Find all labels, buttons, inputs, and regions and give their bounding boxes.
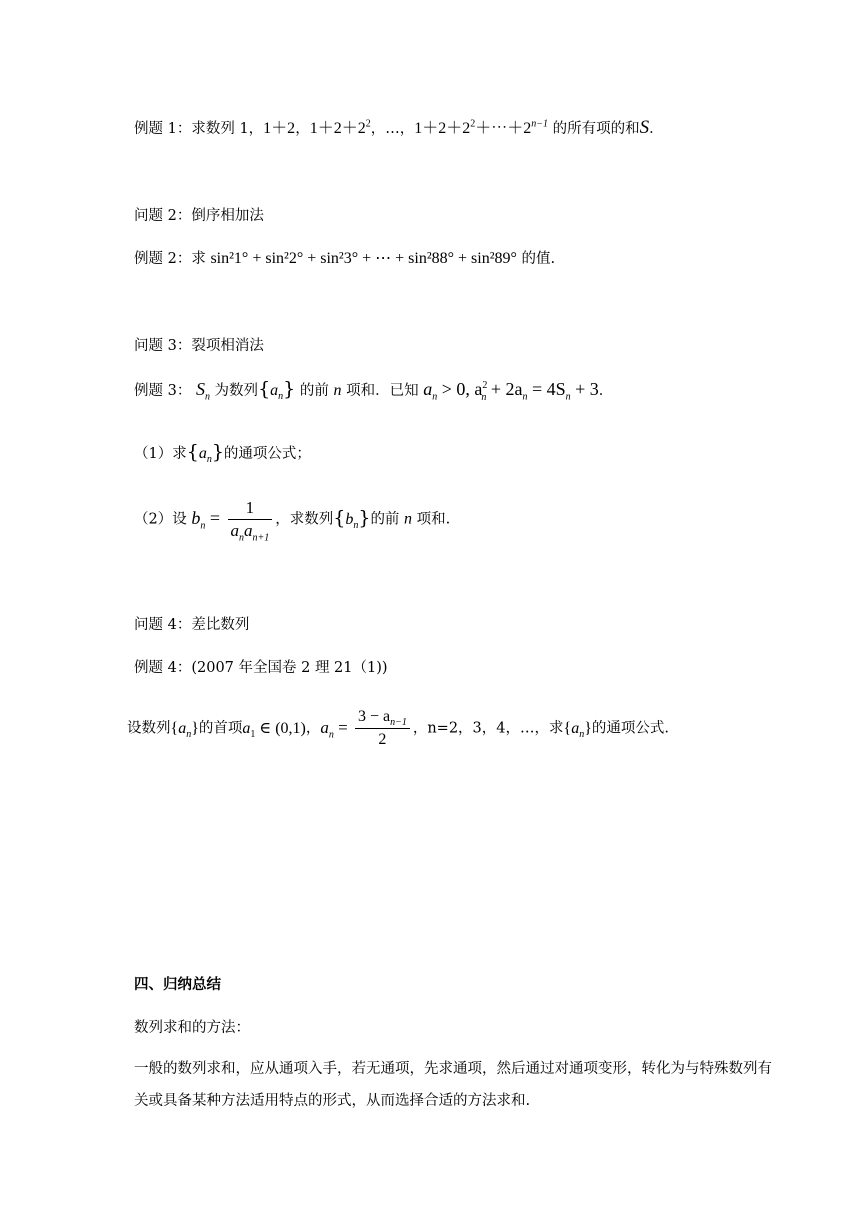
example-4-label: 例题 4：(2007 年全国卷 2 理 21（1)) [134,660,388,676]
recurrence-lhs: $a_n$ = [320,717,352,740]
part-1-label: （1）求 [134,446,187,462]
Sn-symbol: $S_n$ [195,379,210,403]
text: 的首项 [198,720,243,737]
term-2: 1＋2 [263,120,296,137]
bn-symbol: $b_n$ = [191,507,225,532]
example-1 [134,115,664,139]
part-2-label: （2）设 [134,511,192,528]
period: ． [649,121,664,137]
summary-subheading: 数列求和的方法： [134,1020,250,1036]
variable-n: n [333,382,342,399]
example-3-label: 例题 3： [134,383,192,399]
separator: ， [295,121,310,137]
problem-4-title: 问题 4：差比数列 [134,617,250,633]
example-2-tail: 的值. [516,251,556,267]
example-3 [134,378,614,403]
sequence-an: $\{a_n\}$ [186,441,224,466]
bn-fraction: $\frac{1}{a_na_{n+1}}$ [228,497,273,542]
example-1-tail: 的所有项的和 [547,121,640,137]
text: ，求数列 [275,511,334,528]
example-2 [134,247,555,268]
term-general: $1+2+2^2+\cdots+2^{n-1}$ [414,118,548,137]
summary-heading: 四、归纳总结 [134,976,221,993]
example-2-expression: sin²1° + sin²2° + sin²3° + ⋯ + sin²88° + sin²89° [210,250,517,267]
text: 的前 [295,383,334,399]
part-1-text: 的通项公式； [223,446,311,462]
variable-n: n [404,510,413,528]
problem-3-title: 问题 3：裂项相消法 [134,338,264,354]
sequence-an: $\{a_n\}$ [170,719,199,740]
summary-body: 一般的数列求和，应从通项入手，若无通项，先求通项，然后通过对通项变形，转化为与特殊数列有关或具备某种方法适用特点的形式，从而选择合适的方法求和. [134,1061,772,1109]
initial-term: $a_1$ ∈ (0,1) [242,719,306,740]
term-3: $1+2+2^2$ [309,118,371,137]
ellipsis: ，…， [370,121,415,137]
sequence-an: $\{a_n\}$ [258,378,296,403]
example-3-part-2 [134,497,450,542]
problem-2-title: 问题 2：倒序相加法 [134,208,264,224]
condition-expression: $a_n > 0$, $a^2_n + 2a_n = 4S_n + 3$ [423,379,599,403]
recurrence-fraction: $\frac{3 - a_{n-1}}{2}$ [355,706,410,751]
text: 项和. [412,511,451,528]
example-4-body [127,706,669,751]
example-3-text: 为数列 [209,383,259,399]
sum-symbol: S [639,117,650,138]
period: ． [598,383,614,399]
example-1-label: 例题 1：求数列 1， [134,121,264,137]
text: ，n=2，3，4，…，求 [412,720,564,737]
text: 的通项公式. [591,720,669,737]
text: 项和．已知 [341,383,424,399]
comma: ， [305,720,321,737]
text: 的前 [370,511,405,528]
sequence-bn: $\{b_n\}$ [333,506,371,531]
sequence-an: $\{a_n\}$ [563,719,592,740]
example-3-part-1 [134,441,311,466]
text: 设数列 [127,720,171,737]
example-2-label: 例题 2：求 [134,251,211,267]
